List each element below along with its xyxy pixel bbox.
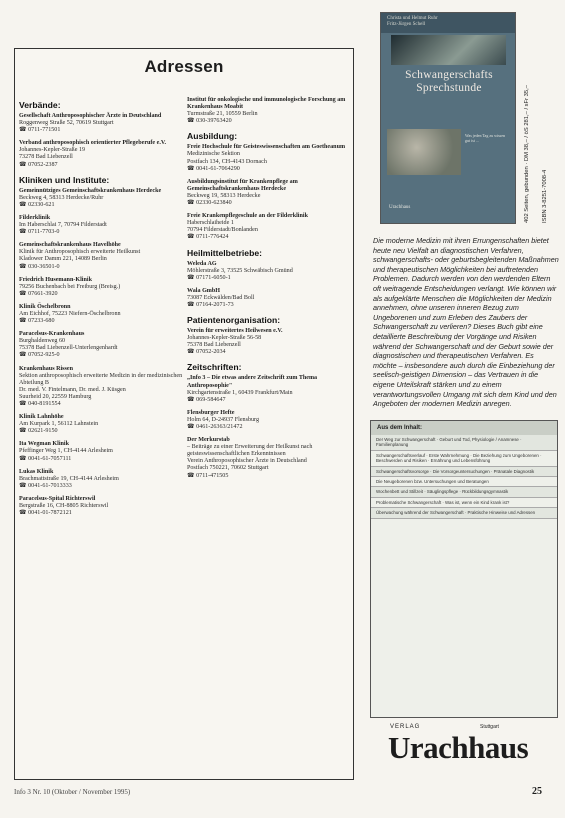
address-entry <box>19 414 185 435</box>
entry-line: 70794 Filderstadt/Bonlanden <box>187 227 258 234</box>
entry-phone: ☎ 07164-2071-73 <box>187 301 234 308</box>
address-entry <box>187 213 351 241</box>
entry-line: Postfach 134, CH-4143 Dornach <box>187 158 267 165</box>
entry-name: Weleda AG <box>187 260 217 267</box>
address-entry <box>187 410 351 431</box>
address-entry <box>187 328 351 356</box>
entry-name: „Info 3 – Die etwas andere Zeitschrift zum Thema Anthroposophie" <box>187 375 318 389</box>
cover-authors: Christa und Helmut Ruhr Fritz-Jürgen Schell <box>387 16 438 27</box>
entry-phone: ☎ 0041-61-7057111 <box>19 455 72 462</box>
book-info-vertical <box>520 45 560 225</box>
entry-name: Flensburger Hefte <box>187 409 235 416</box>
entry-line: Haberschlaiheide 1 <box>187 220 234 227</box>
entry-line: Im Haberschlai 7, 70794 Filderstadt <box>19 222 107 229</box>
address-entry <box>187 261 351 282</box>
address-entry <box>19 188 185 209</box>
isbn-info: ISBN 3-8251-7008-4 <box>542 169 548 223</box>
entry-line: 73087 Eckwälden/Bad Boll <box>187 294 255 301</box>
entry-line: Klinik für Anthroposophisch erweiterte Heilkunst <box>19 249 141 256</box>
address-entry <box>187 288 351 309</box>
contents-item: Wochenbett und Stillzeit · Säuglingspflege · Rückbildungsgymnastik <box>371 487 557 497</box>
entry-line: Beckweg 19, 58313 Herdecke <box>187 192 261 199</box>
entry-line: – Beiträge zu einer Erweiterung der Heilkunst nach geisteswissenschaftlichen Erkenntnissen <box>187 444 313 458</box>
entry-phone: ☎ 040-8191554 <box>19 401 61 407</box>
entry-phone: ☎ 0711-771501 <box>19 127 61 134</box>
contents-item: Der Weg zur Schwangerschaft · Geburt und Tod, Physiologie / Anamnese · Familienplanung <box>371 435 557 451</box>
left-address-column <box>19 97 185 523</box>
entry-name: Verband anthroposophisch orientierter Pflegeberufe e.V. <box>19 140 167 147</box>
entry-name: Filderklinik <box>19 214 51 221</box>
entry-line: 79256 Buchenbach bei Freiburg (Breisg.) <box>19 283 121 290</box>
entry-line: Holm 64, D-24937 Flensburg <box>187 416 259 423</box>
section-heading: Zeitschriften: <box>187 362 242 373</box>
entry-name: Gemeinnütziges Gemeinschaftskrankenhaus Herdecke <box>19 187 162 194</box>
address-entry <box>19 469 185 490</box>
cover-title: Schwangerschafts Sprechstunde <box>405 69 493 94</box>
entry-name: Ausbildungsinstitut für Krankenpflege am Gemeinschaftskrankenhaus Herdecke <box>187 178 298 192</box>
entry-phone: ☎ 030-39763420 <box>187 118 232 125</box>
entry-phone: ☎ 07171-6050-1 <box>187 274 231 281</box>
contents-heading: Aus dem Inhalt: <box>371 421 557 435</box>
entry-name: Institut für onkologische und immunologische Forschung am Krankenhaus Moabit <box>187 97 346 111</box>
entry-name: Der Merkurstab <box>187 437 230 444</box>
entry-name: Klinik Öschelbronn <box>19 303 71 310</box>
entry-line: 75378 Bad Liebenzell <box>187 342 241 349</box>
contents-list <box>371 435 557 519</box>
publisher-name: Urachhaus <box>388 730 529 765</box>
entry-name: Lukas Klinik <box>19 468 54 475</box>
address-entry <box>187 437 351 480</box>
address-entry <box>19 441 185 462</box>
cover-photo <box>391 35 506 65</box>
entry-phone: ☎ 069-584647 <box>187 396 226 403</box>
address-entry <box>19 331 185 359</box>
entry-phone: ☎ 030-36501-0 <box>19 263 60 270</box>
address-entry <box>19 215 185 236</box>
entry-line: Bergstraße 16, CH-8805 Richterswil <box>19 503 109 510</box>
address-entry <box>19 277 185 298</box>
entry-line: Kirchgartenstraße 1, 60439 Frankfurt/Main <box>187 389 293 396</box>
book-description: Die moderne Medizin mit ihren Errungenschaften bietet heute neu Vielfalt an diagnostischen Verfahren, schwangerschafts- oder geburtsbegleitenden Maßnahmen und therapeutischen Möglichkeiten bei auftretenden Problemen. Dadurch werden von den werdenden Eltern oft weitragende Entscheidungen verlangt. Wie können wir als aufgeklärte Menschen die Möglichkeiten der Medizin annehmen, ohne unseren inneren Bezug zum Ungeborenen und zum Erleben des Zaubers der Schwangerschaft zu verlieren? Dieses Buch gibt eine detaillierte Beschreibung der Vorgänge und Risiken während der Schwangerschaft und der Geburt sowie der diagnostischen und therapeutischen Verfahren. Es möchte – insbesondere auch durch die Einbeziehung der seelisch-geistigen Dimension – das Vertrauen in die eigene Urteilskraft stärken und zu einem verantwortungsvollen Umgang mit sich dem Kind und den Angeboten der modernen Medizin anregen. <box>373 236 559 409</box>
entry-name: Gemeinschaftskrankenhaus Havelhöhe <box>19 242 121 249</box>
entry-line: Sektion anthroposophisch erweiterte Medizin in der medizinischen Abteilung B <box>19 372 183 386</box>
contents-item: Die Neugeborenen bzw. Untersuchungen und Beratungen <box>371 477 557 487</box>
contents-item: Schwangerschaftsverlauf · Erste Wahrnehmung · Die Beziehung zum Ungeborenen · Beschwerden und Risiken · Ernährung und Lebensführung <box>371 451 557 467</box>
contents-item: Problematische Schwangerschaft · Was ist, wenn ein Kind krank ist? <box>371 498 557 508</box>
entry-line: Suurheid 20, 22559 Hamburg <box>19 393 92 400</box>
section-heading: Verbände: <box>19 100 61 110</box>
entry-name: Ita Wegman Klinik <box>19 441 70 448</box>
publisher-logo[interactable] <box>380 720 560 776</box>
entry-phone: ☎ 07052-2387 <box>19 161 58 168</box>
addresses-panel <box>14 48 354 780</box>
entry-line: Am Kurpark 1, 56112 Lahnstein <box>19 421 99 428</box>
entry-phone: ☎ 07233-680 <box>19 318 55 325</box>
entry-name: Wala GmbH <box>187 287 221 294</box>
entry-name: Friedrich Husemann-Klinik <box>19 276 92 283</box>
entry-line: Dr. med. V. Fintelmann, Dr. med. J. Küsgen <box>19 386 126 393</box>
address-entry <box>187 97 351 125</box>
entry-name: Verein für erweitertes Heilwesen e.V. <box>187 328 283 335</box>
entry-name: Gesellschaft Anthroposophischer Ärzte in Deutschland <box>19 113 162 119</box>
addresses-title: Adressen <box>144 57 224 76</box>
address-entry <box>187 144 351 172</box>
entry-phone: ☎ 0711-7703-0 <box>19 229 60 236</box>
cover-publisher: Urachhaus <box>389 205 411 210</box>
entry-phone: ☎ 0461-26363/21472 <box>187 424 243 430</box>
entry-line: Kladower Damm 221, 14089 Berlin <box>19 256 107 263</box>
entry-line: Johannes-Kepler-Straße 56-58 <box>187 335 262 342</box>
address-entry <box>187 375 351 403</box>
entry-line: Brachmattstraße 19, CH-4144 Arlesheim <box>19 475 119 482</box>
address-entry <box>19 304 185 325</box>
address-entry <box>19 140 185 168</box>
entry-line: Turmstraße 21, 10559 Berlin <box>187 111 258 118</box>
entry-name: Paracelsus-Krankenhaus <box>19 331 85 338</box>
entry-phone: ☎ 0041-61-7013333 <box>19 482 72 489</box>
publisher-city: Stuttgart <box>480 724 499 730</box>
entry-phone: ☎ 0041-61-7064290 <box>187 165 240 172</box>
book-cover[interactable] <box>380 12 516 224</box>
entry-line: Pfeffinger Weg 1, CH-4144 Arlesheim <box>19 448 113 455</box>
section-heading: Ausbildung: <box>187 131 238 142</box>
address-entry <box>187 179 351 207</box>
entry-line: Medizinische Sektion <box>187 151 240 158</box>
entry-phone: ☎ 02330-623840 <box>187 200 232 207</box>
entry-name: Krankenhaus Rissen <box>19 365 74 372</box>
entry-line: Roggenweg Straße 52, 70619 Stuttgart <box>19 120 114 127</box>
address-entry <box>19 113 185 134</box>
cover-blurb: Was jeden Tag zu wissen gut ist ... <box>465 133 505 143</box>
entry-line: 73278 Bad Liebenzell <box>19 154 73 161</box>
entry-phone: ☎ 02330-621 <box>19 201 55 208</box>
entry-name: Klinik Lahnhöhe <box>19 414 64 421</box>
price-info: 402 Seiten, gebunden · DM 38,– / öS 281,– / sFr 35,– <box>524 85 530 223</box>
section-heading: Patientenorganisation: <box>187 315 281 326</box>
entry-name: Paracelsus-Spital Richterswil <box>19 495 96 502</box>
entry-line: Möhlerstraße 3, 73525 Schwäbisch Gmünd <box>187 267 293 274</box>
entry-line: Burghaldenweg 60 <box>19 338 66 345</box>
issue-footer: Info 3 Nr. 10 (Oktober / November 1995) <box>14 788 131 796</box>
contents-item: Überwachung während der Schwangerschaft · Praktische Hinweise und Adressen <box>371 508 557 518</box>
entry-line: Johannes-Kepler-Straße 19 <box>19 147 86 154</box>
entry-line: 75378 Bad Liebenzell-Unterlengenhardt <box>19 345 118 352</box>
address-entry <box>19 366 185 409</box>
cover-image <box>387 129 461 175</box>
address-entry <box>19 496 185 517</box>
entry-line: Verein Anthroposophischer Ärzte in Deutschland <box>187 458 307 465</box>
entry-line: Am Eichhof, 75223 Niefern-Öschelbronn <box>19 310 121 317</box>
right-address-column <box>187 97 351 486</box>
entry-phone: ☎ 0711-776424 <box>187 234 229 241</box>
entry-name: Freie Krankenpflegeschule an der Filderklinik <box>187 213 308 220</box>
entry-line: Beckweg 4, 58313 Herdecke/Ruhr <box>19 194 104 201</box>
entry-phone: ☎ 07052-2034 <box>187 349 226 356</box>
contents-item: Schwangerschaftsvorsorge · Die Vorsorgeuntersuchungen · Pränatale Diagnostik <box>371 467 557 477</box>
contents-box <box>370 420 558 718</box>
section-heading: Kliniken und Institute: <box>19 174 110 185</box>
entry-phone: ☎ 0711-471505 <box>187 472 229 479</box>
entry-line: Postfach 750221, 70602 Stuttgart <box>187 465 269 472</box>
entry-phone: ☎ 02621-9150 <box>19 428 58 435</box>
publisher-verlag: VERLAG <box>390 724 421 730</box>
page-number: 25 <box>532 786 542 797</box>
entry-phone: ☎ 0041-01-7872121 <box>19 510 72 517</box>
entry-name: Freie Hochschule für Geisteswissenschaften am Goetheanum <box>187 144 346 151</box>
address-entry <box>19 242 185 270</box>
entry-phone: ☎ 07661-3920 <box>19 290 58 297</box>
section-heading: Heilmittelbetriebe: <box>187 247 262 258</box>
entry-phone: ☎ 07052-925-0 <box>19 352 60 359</box>
